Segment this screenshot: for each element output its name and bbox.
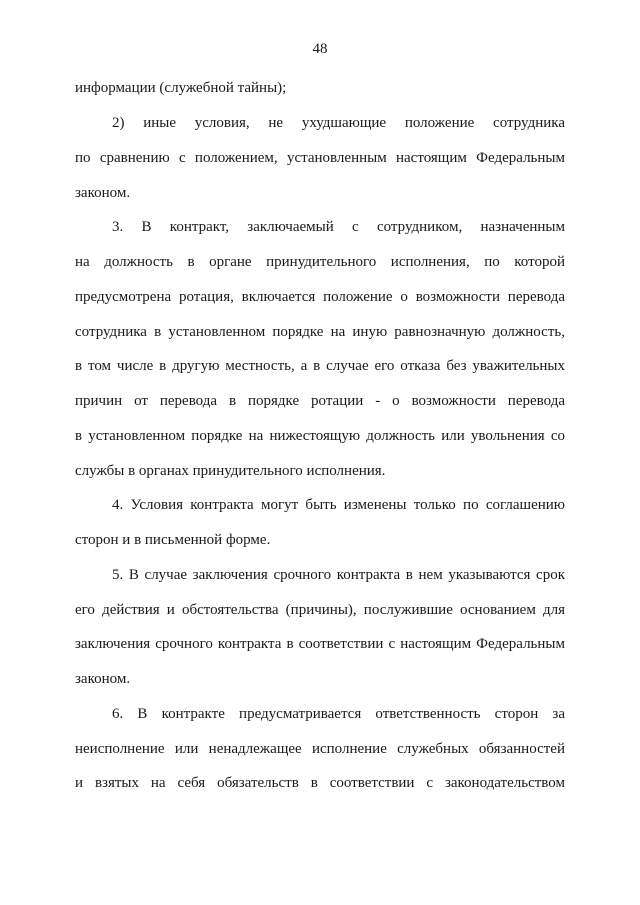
text-line: предусмотрена ротация, включается положение о возможности перевода: [75, 289, 565, 305]
text-line: сотрудника в установленном порядке на иную равнозначную должность,: [75, 324, 565, 340]
text-line: 5. В случае заключения срочного контракта в нем указываются срок: [112, 567, 565, 583]
page-number: 48: [312, 41, 328, 57]
text-line: по сравнению с положением, установленным настоящим Федеральным: [75, 150, 565, 166]
text-line: и взятых на себя обязательств в соответствии с законодательством: [75, 775, 565, 791]
text-line: причин от перевода в порядке ротации - о возможности перевода: [75, 393, 565, 409]
text-line: в установленном порядке на нижестоящую должность или увольнения со: [75, 428, 565, 444]
text-line: 2) иные условия, не ухудшающие положение сотрудника: [112, 115, 565, 131]
text-line: заключения срочного контракта в соответствии с настоящим Федеральным: [75, 636, 565, 652]
text-line: 4. Условия контракта могут быть изменены только по соглашению: [112, 497, 565, 513]
text-line: на должность в органе принудительного исполнения, по которой: [75, 254, 565, 270]
text-line: законом.: [75, 671, 131, 687]
text-line: 6. В контракте предусматривается ответственность сторон за: [112, 706, 565, 722]
text-line: неисполнение или ненадлежащее исполнение служебных обязанностей: [75, 741, 565, 757]
text-line: в том числе в другую местность, а в случае его отказа без уважительных: [75, 358, 565, 374]
text-line: его действия и обстоятельства (причины), послужившие основанием для: [75, 602, 565, 618]
text-line: информации (служебной тайны);: [75, 80, 287, 96]
text-line: законом.: [75, 185, 131, 201]
text-line: сторон и в письменной форме.: [75, 532, 271, 548]
text-line: 3. В контракт, заключаемый с сотрудником, назначенным: [112, 219, 565, 235]
text-line: службы в органах принудительного исполнения.: [75, 463, 386, 479]
